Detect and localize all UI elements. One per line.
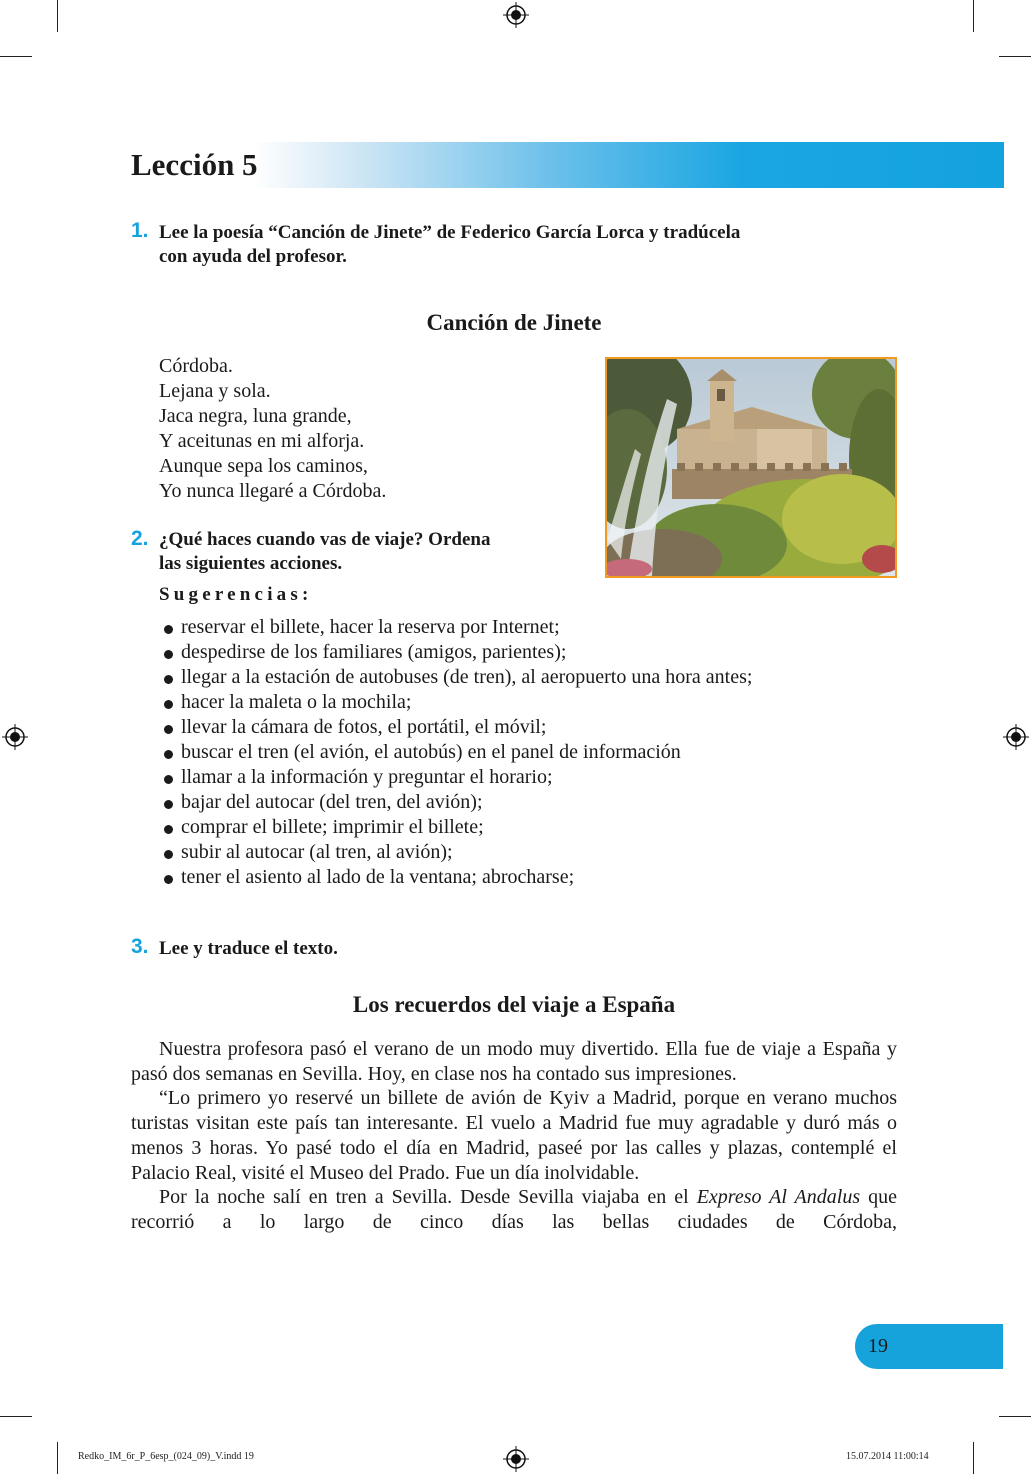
- exercise-1-instruction-line: Lee la poesía “Canción de Jinete” de Federico García Lorca y tradúcela: [159, 222, 741, 243]
- bullet-icon: [164, 650, 173, 659]
- crop-mark: [973, 0, 974, 32]
- exercise-2-instruction: [159, 528, 490, 576]
- poem-line: Yo nunca llegaré a Córdoba.: [159, 480, 387, 502]
- list-item: [159, 765, 897, 790]
- list-item: [159, 640, 897, 665]
- poem-line: Aunque sepa los caminos,: [159, 455, 368, 477]
- bullet-icon: [164, 675, 173, 684]
- lesson-title: Lección 5: [131, 147, 258, 182]
- cordoba-photo-illustration: [607, 359, 895, 576]
- exercise-1-instruction-line: con ayuda del profesor.: [159, 246, 347, 267]
- article-paragraph: Nuestra profesora pasó el verano de un modo muy divertido. Ella fue de viaje a España y pasó dos semanas en Sevilla. Hoy, en clase nos ha contado sus impresiones.: [131, 1038, 897, 1085]
- crop-mark: [999, 1416, 1031, 1417]
- list-item: [159, 840, 897, 865]
- article-paragraph: “Lo primero yo reservé un billete de avión de Kyiv a Madrid, porque en verano muchos turistas visitan este país tan interesante. El vuelo a Madrid fue muy agradable y duró más o menos 3 horas. Yo pasé todo el día en Madrid, paseé por las calles y plazas, contemplé el Palacio Real, visité el Museo del Prado. Fue un día inolvidable.: [131, 1087, 897, 1184]
- article-paragraph: [131, 1185, 897, 1234]
- list-item-text: comprar el billete; imprimir el billete;: [181, 816, 484, 838]
- lesson-header-band: [131, 142, 1004, 188]
- print-file-name: Redko_IM_6r_P_6esp_(024_09)_V.indd 19: [78, 1451, 254, 1462]
- list-item-text: llevar la cámara de fotos, el portátil, el móvil;: [181, 716, 547, 738]
- poem-line: Córdoba.: [159, 355, 233, 377]
- bullet-icon: [164, 875, 173, 884]
- list-item: [159, 865, 897, 890]
- poem-line: Y aceitunas en mi alforja.: [159, 430, 365, 452]
- article-italic-text: Expreso Al Andalus: [696, 1186, 861, 1209]
- exercise-1-instruction: [159, 221, 740, 269]
- suggestions-label: Sugerencias:: [159, 584, 313, 605]
- bullet-icon: [164, 700, 173, 709]
- list-item: [159, 615, 897, 640]
- list-item-text: hacer la maleta o la mochila;: [181, 691, 412, 713]
- list-item-text: llamar a la información y preguntar el horario;: [181, 766, 553, 788]
- exercise-1-number: 1.: [131, 219, 149, 242]
- list-item: [159, 665, 897, 690]
- list-item: [159, 815, 897, 840]
- article-title: Los recuerdos del viaje a España: [352, 992, 676, 1017]
- crop-mark: [973, 1442, 974, 1474]
- crop-mark: [0, 1416, 32, 1417]
- poem-title: Canción de Jinete: [426, 310, 602, 335]
- list-item-text: reservar el billete, hacer la reserva por Internet;: [181, 616, 560, 638]
- bullet-icon: [164, 725, 173, 734]
- list-item: [159, 690, 897, 715]
- suggestions-list: [159, 615, 897, 890]
- exercise-2-instruction-line: ¿Qué haces cuando vas de viaje? Ordena: [159, 529, 491, 550]
- exercise-2-instruction-line: las siguientes acciones.: [159, 553, 343, 574]
- list-item-text: bajar del autocar (del tren, del avión);: [181, 791, 483, 813]
- exercise-2-number: 2.: [131, 527, 149, 550]
- registration-mark-icon: [503, 2, 529, 28]
- bullet-icon: [164, 625, 173, 634]
- print-timestamp: 15.07.2014 11:00:14: [846, 1451, 929, 1462]
- page-number: 19: [868, 1335, 888, 1357]
- list-item-text: subir al autocar (al tren, al avión);: [181, 841, 453, 863]
- crop-mark: [0, 56, 32, 57]
- registration-mark-icon: [1003, 724, 1029, 750]
- article-text: Por la noche salí en tren a Sevilla. Desde Sevilla viajaba en el: [159, 1186, 697, 1209]
- crop-mark: [999, 56, 1031, 57]
- bullet-icon: [164, 800, 173, 809]
- list-item-text: despedirse de los familiares (amigos, parientes);: [181, 641, 567, 663]
- list-item: [159, 715, 897, 740]
- article-text: que recorrió a lo largo de cinco días las bellas ciudades de Córdoba,: [131, 1186, 897, 1233]
- list-item-text: buscar el tren (el avión, el autobús) en el panel de información: [181, 741, 681, 763]
- poem-text: [159, 354, 386, 504]
- crop-mark: [57, 0, 58, 32]
- exercise-3-number: 3.: [131, 935, 149, 958]
- list-item: [159, 790, 897, 815]
- registration-mark-icon: [2, 724, 28, 750]
- list-item-text: llegar a la estación de autobuses (de tren), al aeropuerto una hora antes;: [181, 666, 753, 688]
- bullet-icon: [164, 825, 173, 834]
- list-item: [159, 740, 897, 765]
- cordoba-photo: [605, 357, 897, 578]
- poem-line: Jaca negra, luna grande,: [159, 405, 352, 427]
- bullet-icon: [164, 775, 173, 784]
- exercise-3-instruction: Lee y traduce el texto.: [159, 938, 338, 959]
- poem-line: Lejana y sola.: [159, 380, 271, 402]
- bullet-icon: [164, 850, 173, 859]
- article-body: [131, 1037, 897, 1235]
- list-item-text: tener el asiento al lado de la ventana; abrocharse;: [181, 866, 575, 888]
- registration-mark-icon: [503, 1446, 529, 1472]
- bullet-icon: [164, 750, 173, 759]
- crop-mark: [57, 1442, 58, 1474]
